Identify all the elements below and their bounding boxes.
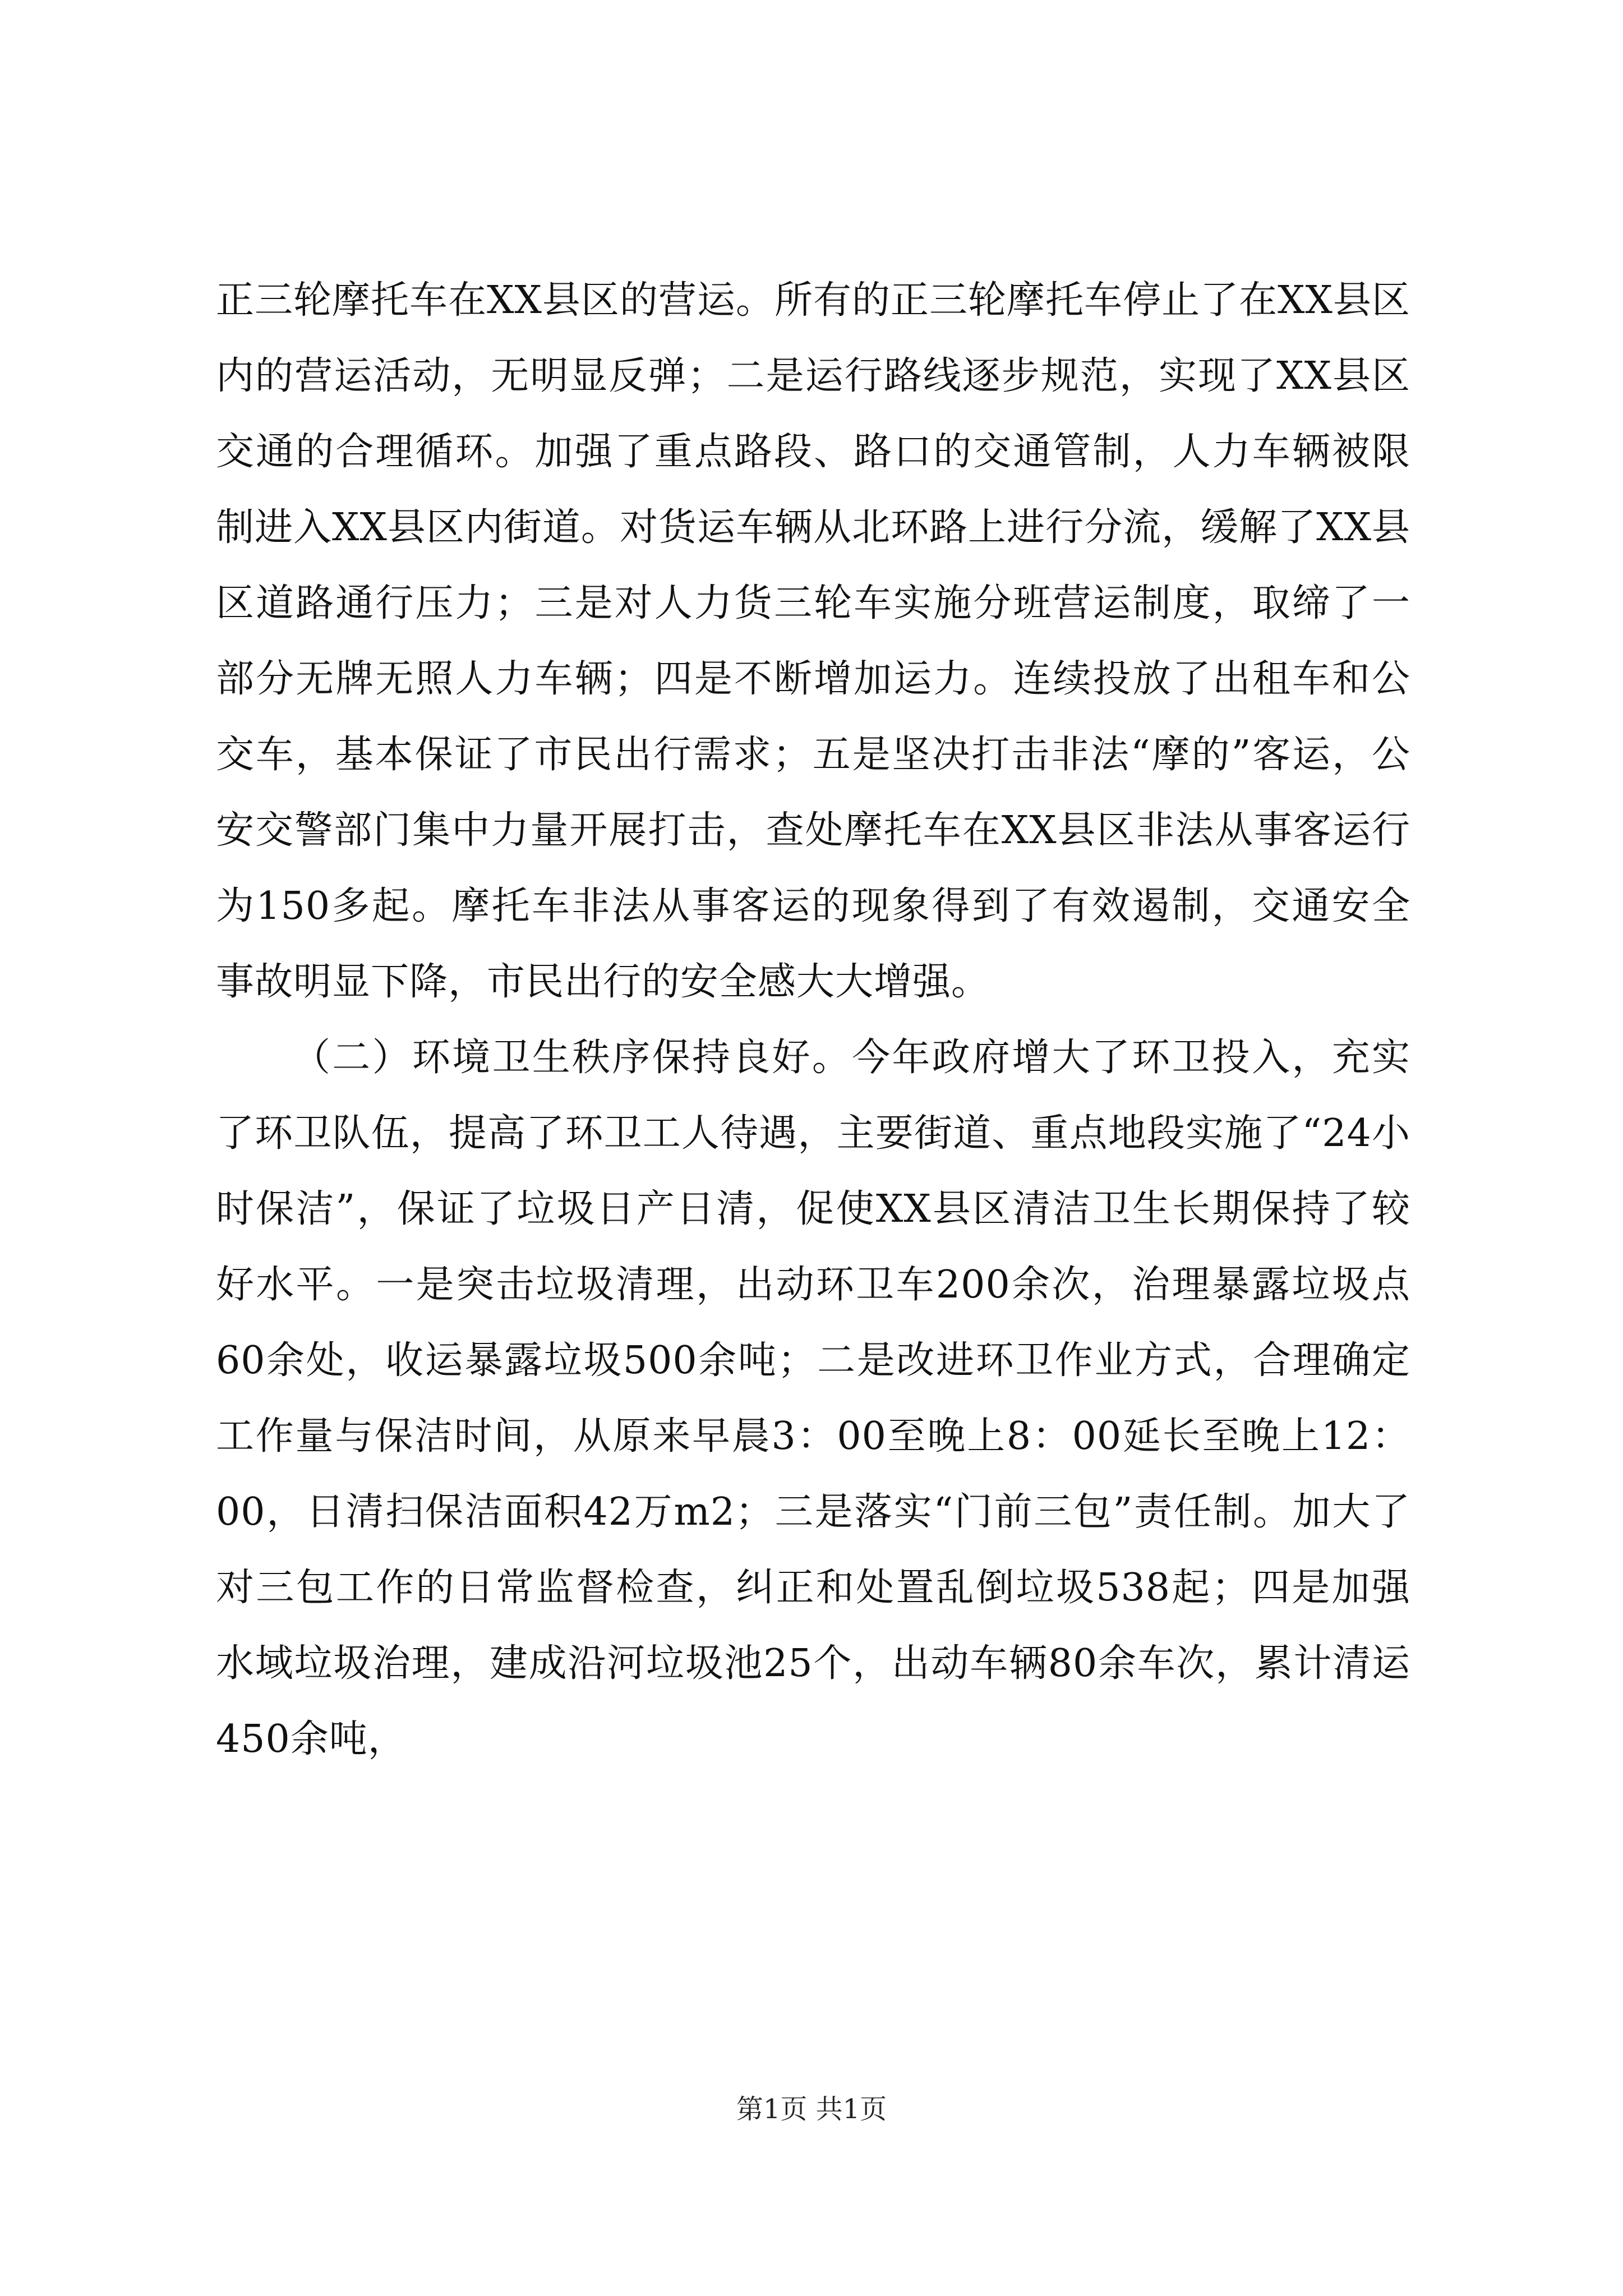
document-body (216, 263, 1410, 1777)
paragraph-traffic: 正三轮摩托车在XX县区的营运。所有的正三轮摩托车停止了在XX县区内的营运活动，无明显反弹；二是运行路线逐步规范，实现了XX县区交通的合理循环。加强了重点路段、路口的交通管制，人力车辆被限制进入XX县区内街道。对货运车辆从北环路上进行分流，缓解了XX县区道路通行压力；三是对人力货三轮车实施分班营运制度，取缔了一部分无牌无照人力车辆；四是不断增加运力。连续投放了出租车和公交车，基本保证了市民出行需求；五是坚决打击非法“摩的”客运，公安交警部门集中力量开展打击，查处摩托车在XX县区非法从事客运行为150多起。摩托车非法从事客运的现象得到了有效遏制，交通安全事故明显下降，市民出行的安全感大大增强。 (216, 278, 1410, 1004)
paragraph-sanitation: （二）环境卫生秩序保持良好。今年政府增大了环卫投入，充实了环卫队伍，提高了环卫工人待遇，主要街道、重点地段实施了“24小时保洁”，保证了垃圾日产日清，促使XX县区清洁卫生长期保持了较好水平。一是突击垃圾清理，出动环卫车200余次，治理暴露垃圾点60余处，收运暴露垃圾500余吨；二是改进环卫作业方式，合理确定工作量与保洁时间，从原来早晨3：00至晚上8：00延长至晚上12：00，日清扫保洁面积42万m2；三是落实“门前三包”责任制。加大了对三包工作的日常监督检查，纠正和处置乱倒垃圾538起；四是加强水域垃圾治理，建成沿河垃圾池25个，出动车辆80余车次，累计清运450余吨， (216, 1036, 1410, 1761)
page-footer: 第1页 共1页 (736, 2093, 887, 2125)
